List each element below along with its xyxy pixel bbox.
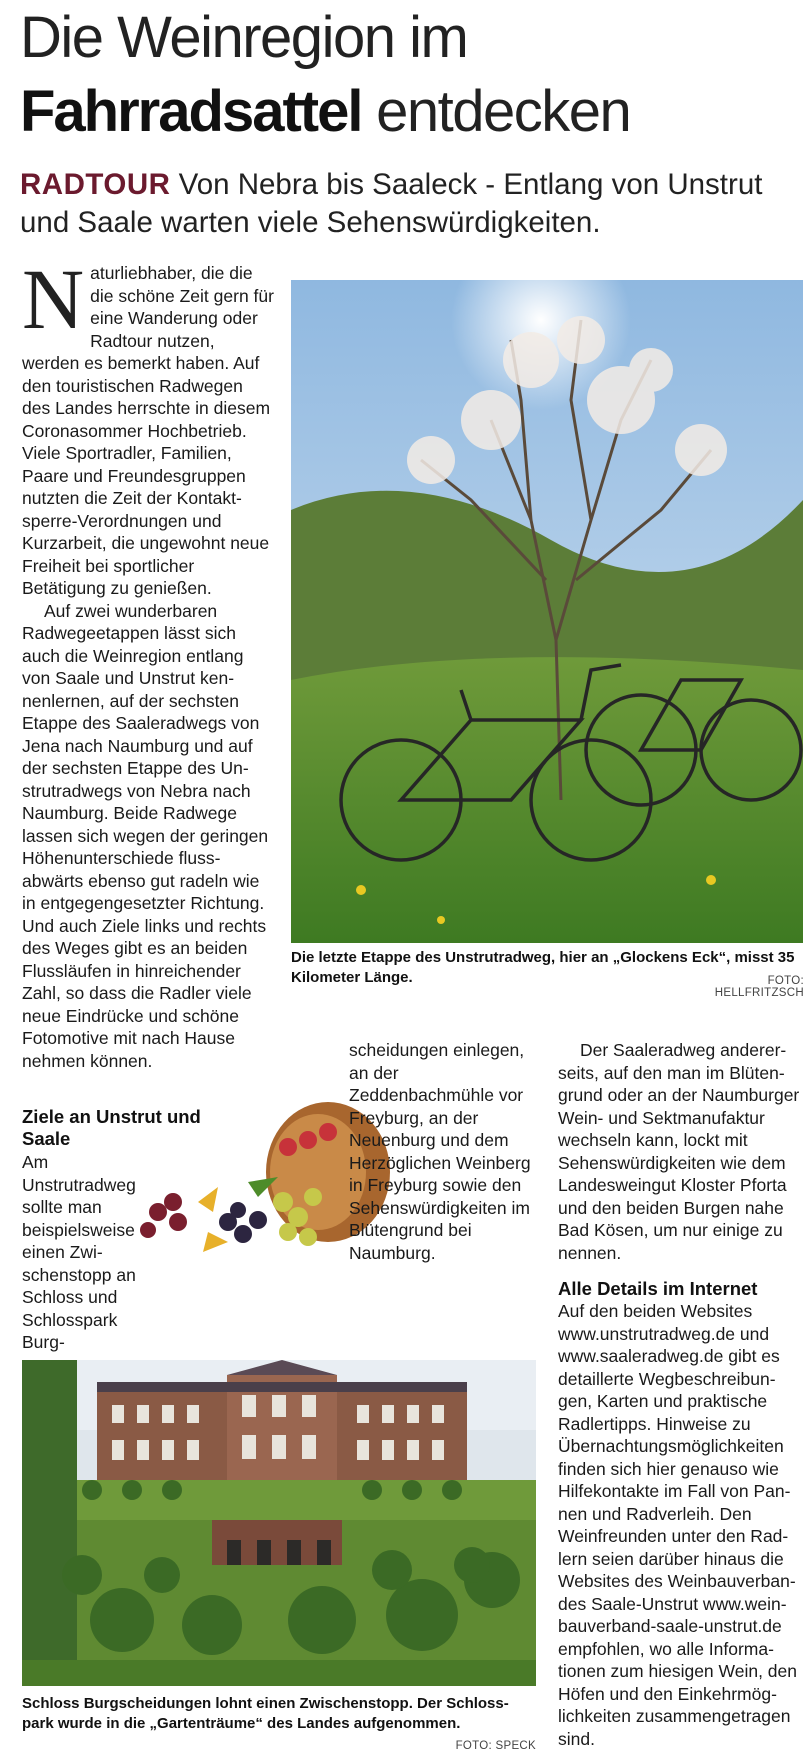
paragraph-routes: Auf zwei wunderbaren Radwegeetappen lässt sich auch die Weinregion entlang von Saale und Unstrut kennenlernen, auf der sechsten Etappe des Saaleradwegs von Jena nach Naumburg und auf der sechsten Etappe des Unstrutradwegs von Nebra nach Naumburg. Beide Radwege lassen sich wegen der geringen Höhenunterschiede flussabwärts ebenso gut radeln wie in entgegengesetzter Richtung. Und auch Ziele links und rechts des Weges gibt es an beiden Flussläufen in hinreichender Zahl, so dass die Radler viele neue Eindrücke und schöne Fotomotive mit nach Hause nehmen können. xyxy=(22,600,269,1071)
photo1-credit: FOTO: HELLFRITZSCH xyxy=(714,975,804,999)
headline-line1: Die Weinregion im xyxy=(20,5,468,70)
headline-bold-word: Fahrradsattel xyxy=(20,79,362,144)
photo1-caption: Die letzte Etappe des Unstrutradweg, hier an „Glockens Eck“, misst 35 Kilometer Länge. xyxy=(291,949,795,986)
article-column-3 xyxy=(558,1039,802,1750)
section-goals-text: Am Unstrutradweg sollte man beispielsweise einen Zwischenstopp an Schloss und Schlosspark Burg- xyxy=(22,1152,136,1352)
photo2-caption: Schloss Burgscheidungen lohnt einen Zwischenstopp. Der Schlosspark wurde in die „Gartenträume“ des Landes aufgenommen. xyxy=(22,1695,509,1732)
headline-line2 xyxy=(20,76,630,148)
article-column-1 xyxy=(22,262,274,1084)
paragraph-saaleradweg: Der Saaleradweg andererseits, auf den man im Blütengrund oder an der Naumburger Wein- und Sektmanufaktur wechseln kann, lockt mit Sehenswürdigkeiten wie dem Landesweingut Kloster Pforta und den beiden Burgen nahe Bad Kösen, um nur einige zu nennen. xyxy=(558,1040,800,1263)
subheadline-text: Von Nebra bis Saaleck - Entlang von Unstrut und Saale warten viele Sehenswürdigkeiten. xyxy=(20,168,763,239)
paragraph-internet: Auf den beiden Websites www.unstrutradweg.de und www.saaleradweg.de gibt es detaillerte Wegbeschreibungen, Karten und praktische Radlertipps. Hinweise zu Übernachtungsmöglichkeiten finden sich hier genauso wie Hilfekontakte im Fall von Pannen und Radverleih. Den Weinfreunden unter den Radlern seien darüber hinaus die Websites des Weinbauverbandes Saale-Unstrut www.weinbauverband-saale-unstrut.de empfohlen, wo alle Informationen zum hiesigen Wein, den Höfen und den Einkehrmöglichkeiten zusammengetragen sind. xyxy=(558,1301,797,1749)
headline-light-word: entdecken xyxy=(376,79,631,144)
section-title-internet: Alle Details im Internet xyxy=(558,1278,758,1299)
wrap-spacer xyxy=(291,1039,349,1275)
bicycle-photo xyxy=(291,280,803,943)
castle-photo xyxy=(22,1360,536,1686)
kicker-label: RADTOUR xyxy=(20,168,171,201)
section-goals-text-mid xyxy=(291,1039,537,1309)
photo2-credit: FOTO: SPECK xyxy=(455,1740,536,1752)
section-goals-text-mid-body: scheidungen einlegen, an der Zeddenbachmühle vor Freyburg, an der Neuenburg und dem Herzöglichen Weinberg in Freyburg sowie den Sehenswürdigkeiten im Blütengrund bei Naumburg. xyxy=(349,1040,531,1263)
section-title-goals: Ziele an Unstrut und Saale xyxy=(22,1106,201,1149)
paragraph-intro: aturliebhaber, die die die schöne Zeit gern für eine Wanderung oder Radtour nutzen, werden es bemerkt haben. Auf den touristischen Radwegen des Landes herrschte in diesem Coronasommer Hochbetrieb. Viele Sportradler, Familien, Paare und Freundesgruppen nutzten die Zeit der Kontaktsperre-Verordnungen und Kurzarbeit, die ungewohnt neue Freiheit bei sportlicher Betätigung zu genießen. xyxy=(22,263,274,598)
subheadline xyxy=(20,166,810,242)
drop-cap: N xyxy=(22,262,85,347)
